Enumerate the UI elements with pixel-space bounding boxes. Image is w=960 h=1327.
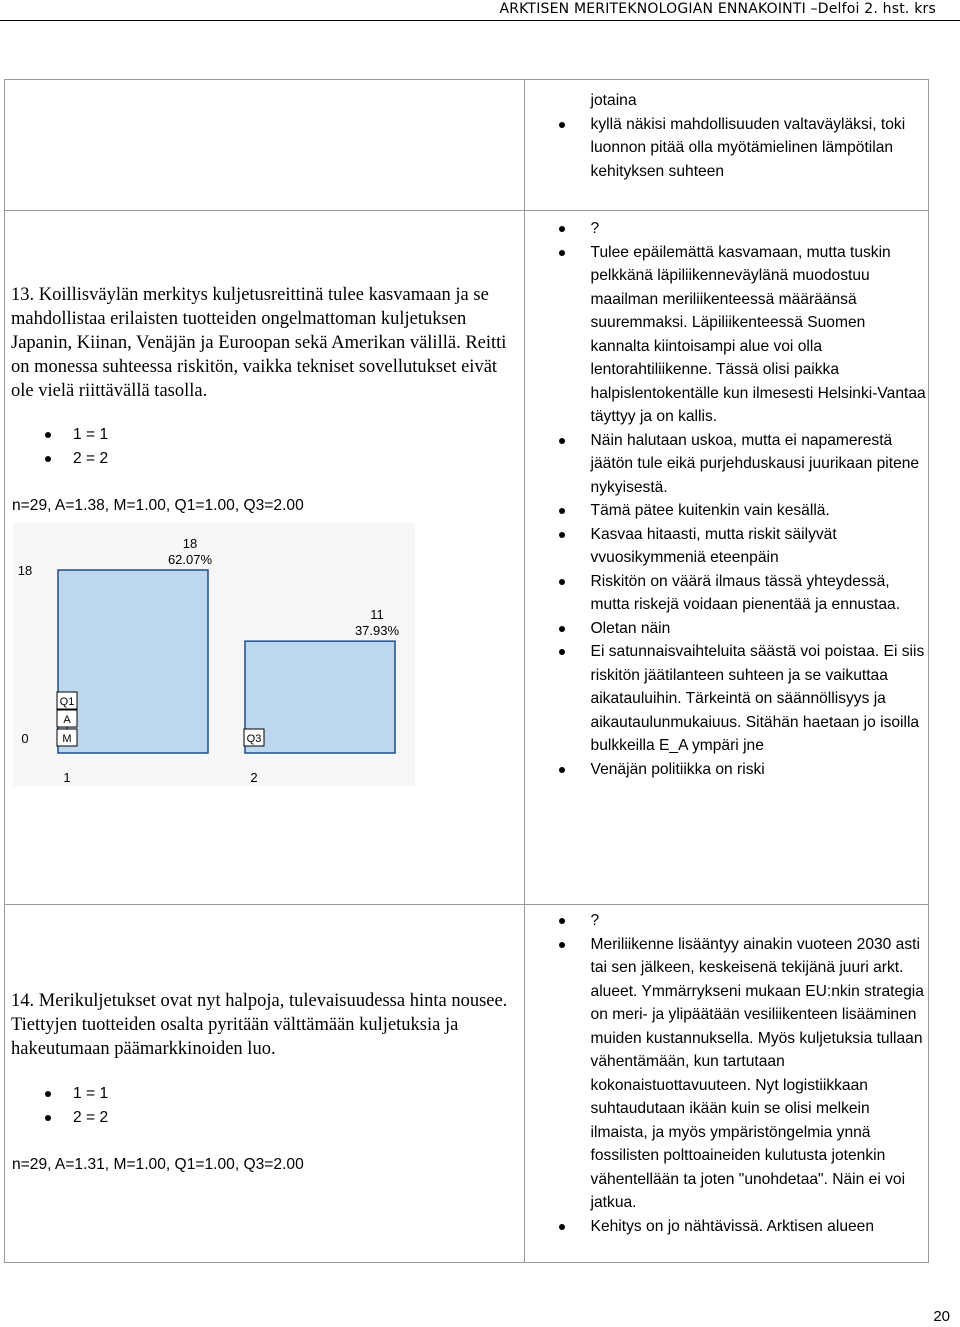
chart-svg xyxy=(13,523,415,786)
list-item: Kasvaa hitaasti, mutta riskit säilyvät vvuosikymmeniä eteenpäin xyxy=(525,523,928,570)
table-row xyxy=(5,211,929,905)
list-item: Oletan näin xyxy=(525,617,928,641)
y-tick-label-min: 0 xyxy=(21,731,29,746)
row1-comments xyxy=(525,80,928,183)
bar-value-label: 11 xyxy=(370,607,384,623)
list-item: Kehitys on jo nähtävissä. Arktisen alueen xyxy=(525,1215,928,1239)
q1-marker: Q1 xyxy=(59,696,75,708)
bar-value-label: 18 xyxy=(182,536,198,551)
list-item: Tämä pätee kuitenkin vain kesällä. xyxy=(525,499,928,523)
q14-right-cell xyxy=(524,905,928,1263)
q13-comments xyxy=(525,211,928,781)
list-item: Tulee epäilemättä kasvamaan, mutta tuskin pelkkänä läpiliikenneväylänä muodostuu maailman meriliikenteessä määräänsä suuremmaksi. Läpiliikenteessä Suomen kannalta kiintoisampi alue voi olla lentorahtiliikenne. Tässä olisi paikka halpislentokentälle kun ilmesesti Helsinki-Vantaa täyttyy ja on kallis. xyxy=(525,241,928,429)
q14-options xyxy=(5,1082,524,1129)
page-number: 20 xyxy=(933,1308,950,1325)
list-item: 1 = 1 xyxy=(5,1082,524,1106)
q14-statistics: n=29, A=1.31, M=1.00, Q1=1.00, Q3=2.00 xyxy=(12,1156,304,1173)
q3-marker: Q3 xyxy=(246,733,262,745)
question-13-text: 13. Koillisväylän merkitys kuljetusreittinä tulee kasvamaan ja se mahdollistaa erilaisten tuotteiden ongelmattoman kuljetuksen Japanin, Kiinan, Venäjän ja Euroopan sekä Amerikan välillä. Reitti on monessa suhteessa riskitön, vaikka tekniset sovellutukset eivät ole vielä riittävällä tasolla. xyxy=(11,285,507,401)
row1-left-cell xyxy=(5,80,525,211)
list-item: Meriliikenne lisääntyy ainakin vuoteen 2030 asti tai sen jälkeen, keskeisenä tekijänä juuri arkt. alueet. Ymmärrykseni mukaan EU:nkin strategia on meri- ja ylipäätään vesiliikenteen lisääminen muiden kustannuksella. Myös kuljetuksia tullaan vähentämään, kun tartutaan kokonaistuottavuuteen. Nyt logistiikkaan suhtaudutaan ikään kuin se olisi melkein ilmaista, ja myös ympäristöngelmia ynnä fossilisten polttoaineiden kulutusta jotenkin vähentellään ta joten "unohdetaa". Näin ei voi jatkua. xyxy=(525,933,928,1215)
list-item: Näin halutaan uskoa, mutta ei napamerestä jäätön tule eikä purjehduskausi juurikaan pitene nykyisestä. xyxy=(525,429,928,500)
q13-left-cell xyxy=(5,211,525,905)
bar-2 xyxy=(245,641,395,753)
a-marker: A xyxy=(63,714,71,726)
table-row xyxy=(5,80,929,211)
header-title: ARKTISEN MERITEKNOLOGIAN ENNAKOINTI –Delfoi 2. hst. krs xyxy=(499,1,936,17)
list-item: 2 = 2 xyxy=(5,447,524,471)
q13-bar-chart xyxy=(13,523,415,786)
q14-left-cell xyxy=(5,905,525,1263)
list-item: Venäjän politiikka on riski xyxy=(525,758,928,782)
bar-percent-label: 37.93% xyxy=(354,623,400,639)
list-item: kyllä näkisi mahdollisuuden valtaväyläksi, toki luonnon pitää olla myötämielinen lämpötilan kehityksen suhteen xyxy=(525,113,928,184)
m-marker: M xyxy=(62,733,72,745)
y-tick-label-max: 18 xyxy=(17,563,33,578)
list-item: ? xyxy=(525,217,928,241)
list-item: 2 = 2 xyxy=(5,1106,524,1130)
x-tick-label: 2 xyxy=(250,770,258,785)
bar-percent-label: 62.07% xyxy=(167,552,213,567)
survey-table xyxy=(4,79,929,1263)
bar-1 xyxy=(58,570,208,753)
header-rule xyxy=(0,20,960,21)
list-item: ? xyxy=(525,909,928,933)
q13-options xyxy=(5,423,524,470)
page-header xyxy=(0,0,960,22)
row1-right-cell xyxy=(524,80,928,211)
q14-comments xyxy=(525,905,928,1238)
table-row xyxy=(5,905,929,1263)
question-14-text: 14. Merikuljetukset ovat nyt halpoja, tulevaisuudessa hinta nousee. Tiettyjen tuotteiden osalta pyritään välttämään kuljetuksia ja hakeutumaan päämarkkinoiden luo. xyxy=(11,991,508,1059)
list-item: Riskitön on väärä ilmaus tässä yhteydessä, mutta riskejä voidaan pienentää ja ennustaa. xyxy=(525,570,928,617)
q13-statistics: n=29, A=1.38, M=1.00, Q1=1.00, Q3=2.00 xyxy=(12,497,304,514)
x-tick-label: 1 xyxy=(63,770,71,785)
q13-right-cell xyxy=(524,211,928,905)
list-item: 1 = 1 xyxy=(5,423,524,447)
list-item: Ei satunnaisvaihteluita säästä voi poistaa. Ei siis riskitön jäätilanteen suhteen ja se vaikuttaa aikatauluihin. Tärkeintä on säännöllisyys ja aikautaulunmukaiuus. Sitähän haetaan jo isoilla bulkkeilla E_A ympäri jne xyxy=(525,640,928,758)
list-item: jotaina xyxy=(590,92,637,109)
